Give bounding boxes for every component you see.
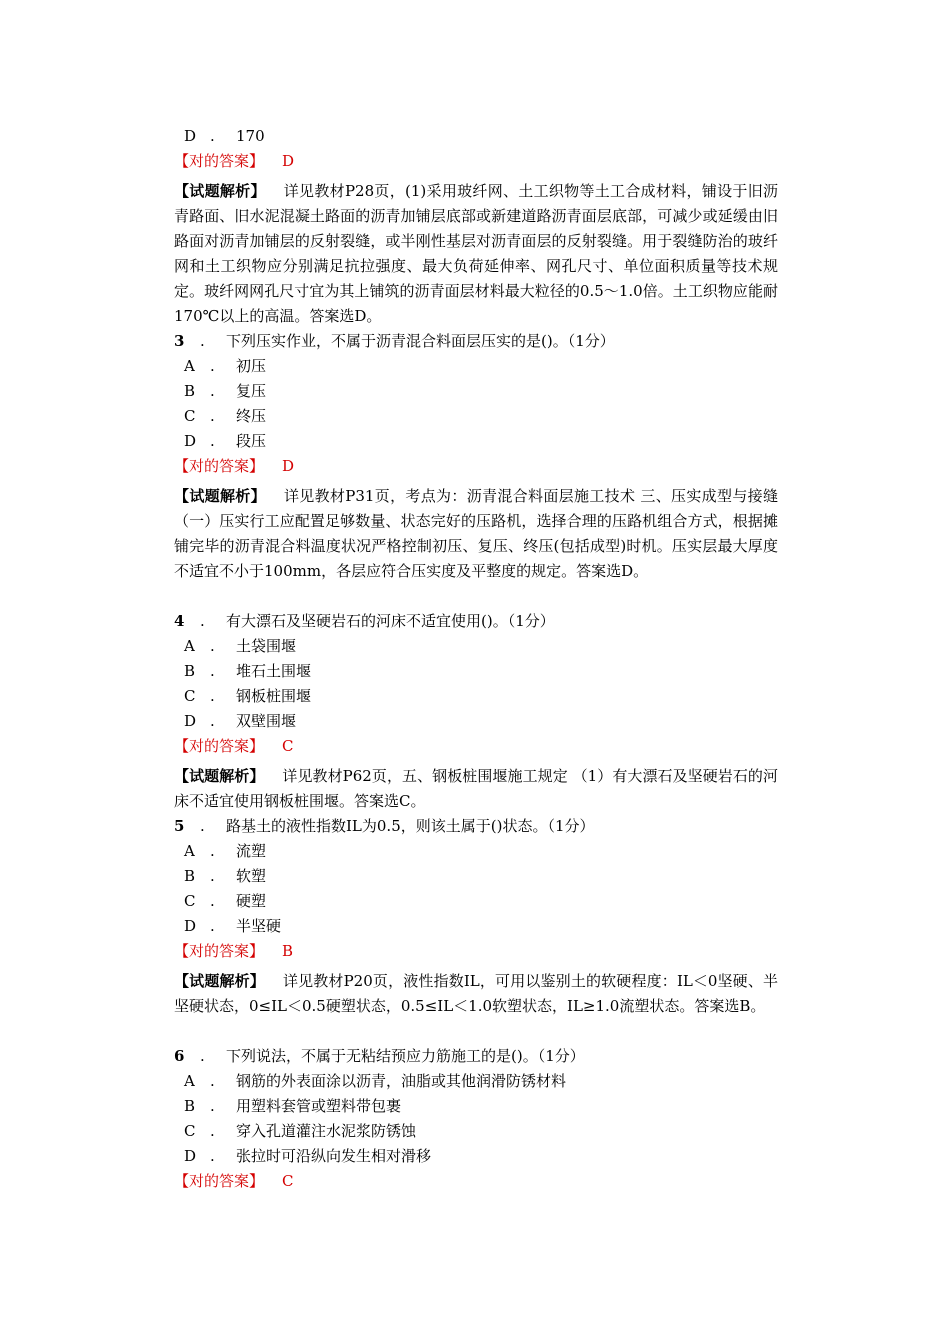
q5-analysis: 【试题解析】 详见教材P20页，液性指数IL，可用以鉴别土的软硬程度：IL＜0坚硬、半坚硬状态，0≤IL＜0.5硬塑状态，0.5≤IL＜1.0软塑状态，IL≥1.0流塑状态。答案选B。	[174, 972, 778, 1015]
analysis-text: 详见教材P28页，(1)采用玻纤网、土工织物等土工合成材料，铺设于旧沥青路面、旧水泥混凝土路面的沥青加铺层底部或新建道路沥青面层底部，可减少或延缓由旧路面对沥青加铺层的反射裂缝，或半刚性基层对沥青面层的反射裂缝。用于裂缝防治的玻纤网和土工织物应分别满足抗拉强度、最大负荷延伸率、网孔尺寸、单位面积质量等技术规定。玻纤网网孔尺寸宜为其上铺筑的沥青面层材料最大粒径的0.5～1.0倍。土工织物应能耐170℃以上的高温。答案选D。	[174, 182, 778, 325]
q5-stem: 5 . 路基土的液性指数IL为0.5，则该土属于()状态。（1分）	[174, 817, 595, 835]
q6-option-c: C . 穿入孔道灌注水泥浆防锈蚀	[184, 1122, 417, 1140]
q4-option-d: D . 双壁围堰	[184, 712, 297, 730]
q4-analysis: 【试题解析】 详见教材P62页，五、钢板桩围堰施工规定 （1）有大漂石及坚硬岩石的河床不适宜使用钢板桩围堰。答案选C。	[174, 767, 778, 810]
answer-label: 【对的答案】	[174, 152, 265, 170]
q2-option-d: D . 170	[184, 124, 265, 149]
q4-option-b: B . 堆石土围堰	[184, 662, 312, 680]
question-text: 下列压实作业，不属于沥青混合料面层压实的是()。（1分）	[226, 332, 615, 350]
q5-answer: 【对的答案】 B	[174, 942, 294, 960]
q5-option-a: A . 流塑	[184, 842, 267, 860]
q6-option-d: D . 张拉时可沿纵向发生相对滑移	[184, 1147, 432, 1165]
q4-option-a: A . 土袋围堰	[184, 637, 297, 655]
q4-option-c: C . 钢板桩围堰	[184, 687, 312, 705]
q3-option-b: B . 复压	[184, 382, 267, 400]
q3-analysis: 【试题解析】 详见教材P31页，考点为：沥青混合料面层施工技术 三、压实成型与接缝（一）压实行工应配置足够数量、状态完好的压路机，选择合理的压路机组合方式，根据摊铺完毕的沥青混合料温度状况严格控制初压、复压、终压(包括成型)时机。压实层最大厚度不适宜不小于100mm，各层应符合压实度及平整度的规定。答案选D。	[174, 487, 778, 580]
q2-answer	[174, 149, 294, 174]
q6-stem: 6 . 下列说法，不属于无粘结预应力筋施工的是()。（1分）	[174, 1047, 585, 1065]
option-letter: D	[184, 127, 197, 145]
q3-option-c: C . 终压	[184, 407, 267, 425]
q5-option-d: D . 半坚硬	[184, 917, 282, 935]
option-text: 170	[236, 127, 265, 145]
q6-answer: 【对的答案】 C	[174, 1172, 294, 1190]
q4-answer: 【对的答案】 C	[174, 737, 294, 755]
answer-value: D	[282, 152, 295, 170]
q6-option-a: A . 钢筋的外表面涂以沥青，油脂或其他润滑防锈材料	[184, 1072, 567, 1090]
q5-option-b: B . 软塑	[184, 867, 267, 885]
q2-analysis	[174, 179, 778, 329]
q3-option-a: A . 初压	[184, 357, 267, 375]
analysis-label: 【试题解析】	[174, 182, 266, 200]
q3-stem: 3 . 下列压实作业，不属于沥青混合料面层压实的是()。（1分）	[174, 329, 615, 354]
q6-option-b: B . 用塑料套管或塑料带包裹	[184, 1097, 402, 1115]
question-number: 3	[174, 332, 185, 350]
q4-stem: 4 . 有大漂石及坚硬岩石的河床不适宜使用()。（1分）	[174, 612, 555, 630]
q3-answer: 【对的答案】 D	[174, 457, 295, 475]
q3-option-d: D . 段压	[184, 432, 267, 450]
q5-option-c: C . 硬塑	[184, 892, 267, 910]
